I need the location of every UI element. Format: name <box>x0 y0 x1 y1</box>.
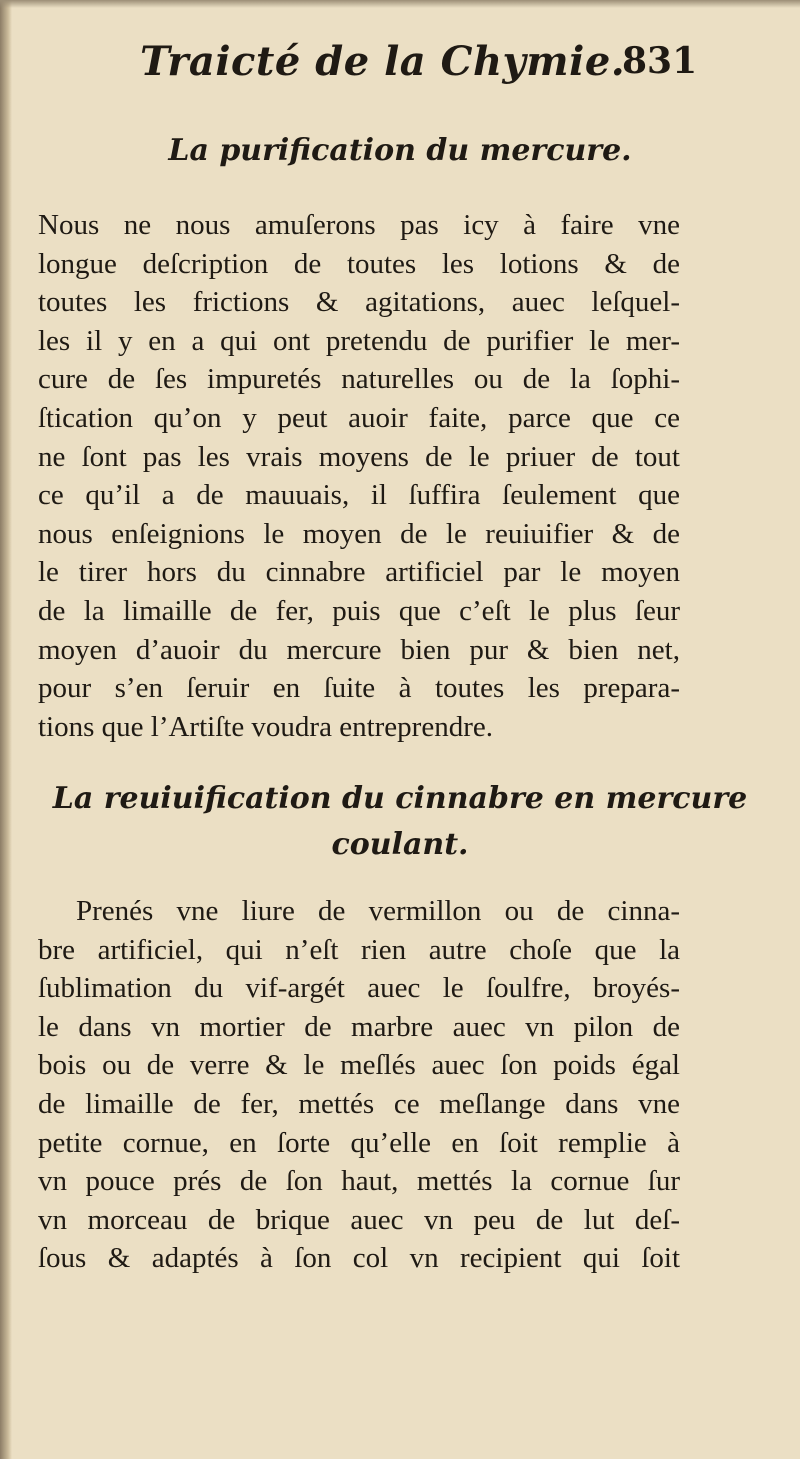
text-line: bois ou de verre & le meſlés auec ſon poids égal <box>38 1049 680 1082</box>
text-line: de la limaille de fer, puis que c’eſt le plus ſeur <box>38 594 680 627</box>
text-line: de limaille de fer, mettés ce meſlange dans vne <box>38 1087 680 1120</box>
paragraph-purification <box>38 206 680 746</box>
page-gutter-shadow <box>0 0 12 1459</box>
text-line: pour s’en ſeruir en ſuite à toutes les prepara- <box>38 672 680 705</box>
text-line: ſtication qu’on y peut auoir faite, parce que ce <box>38 401 680 434</box>
text-line: cure de ſes impuretés naturelles ou de la ſophi- <box>38 363 680 396</box>
text-line: moyen d’auoir du mercure bien pur & bien net, <box>38 633 680 666</box>
text-line: ſous & adaptés à ſon col vn recipient qui ſoit <box>38 1242 680 1275</box>
running-title: Traicté de la Chymie. <box>140 38 626 85</box>
page-top-edge <box>0 0 800 8</box>
heading-line: La reuiuification du cinnabre en mercure <box>52 781 748 816</box>
text-line: les il y en a qui ont pretendu de purifier le mer- <box>38 324 680 357</box>
heading-line: coulant. <box>331 827 469 862</box>
text-line: toutes les frictions & agitations, auec leſquel- <box>38 286 680 319</box>
text-line: vn morceau de brique auec vn peu de lut deſ- <box>38 1203 680 1236</box>
text-line: petite cornue, en ſorte qu’elle en ſoit remplie à <box>38 1126 680 1159</box>
text-line: longue deſcription de toutes les lotions & de <box>38 247 680 280</box>
page-number: 831 <box>622 40 698 82</box>
text-line: le dans vn mortier de marbre auec vn pilon de <box>38 1010 680 1043</box>
text-line: ſublimation du vif-argét auec le ſoulfre, broyés- <box>38 972 680 1005</box>
running-head <box>0 38 800 98</box>
text-line: nous enſeignions le moyen de le reuiuifier & de <box>38 517 680 550</box>
text-line: le tirer hors du cinnabre artificiel par le moyen <box>38 556 680 589</box>
text-line: vn pouce prés de ſon haut, mettés la cornue ſur <box>38 1165 680 1198</box>
section-heading-purification: La purification du mercure. <box>168 133 632 168</box>
text-line: Prenés vne liure de vermillon ou de cinna- <box>76 895 680 927</box>
text-line: Nous ne nous amuſerons pas icy à faire vne <box>38 209 680 241</box>
text-line: ne ſont pas les vrais moyens de le priuer de tout <box>38 440 680 473</box>
text-line: bre artificiel, qui n’eſt rien autre choſe que la <box>38 933 680 966</box>
text-line: tions que l’Artiſte voudra entreprendre. <box>38 710 493 743</box>
section-heading-reuiuification <box>30 776 770 868</box>
paragraph-reuiuification <box>38 892 680 1278</box>
text-line: ce qu’il a de mauuais, il ſuffira ſeulement que <box>38 479 680 512</box>
